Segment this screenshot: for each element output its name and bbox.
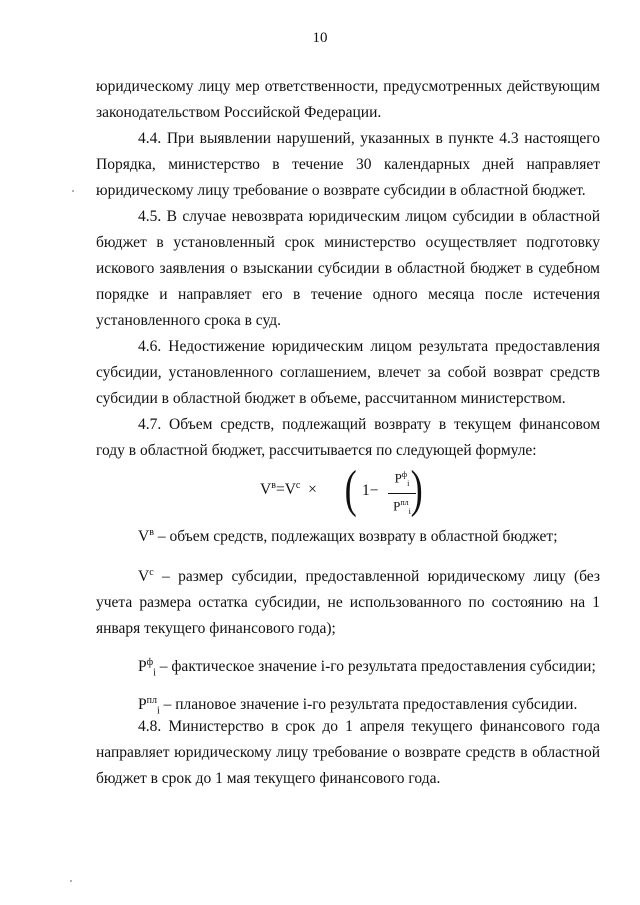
scan-speck <box>72 190 74 192</box>
definition-v-returned: $V^в$ – объем средств, подлежащих возврату в областной бюджет; <box>138 527 558 546</box>
paragraph-4-4: 4.4. При выявлении нарушений, указанных в пункте 4.3 настоящего Порядка, министерство в течение 30 календарных дней направляет юридическому лицу требование о возврате субсидии в областной бюджет. <box>96 130 600 199</box>
formula-left-paren: ( <box>344 461 357 518</box>
formula-numerator: $P^ф_i$ <box>388 466 416 494</box>
formula-denominator: $P^{пл}_i$ <box>393 497 411 516</box>
definition-p-planned: $P^{пл}_i$ – плановое значение i-го результата предоставления субсидии. <box>138 695 578 717</box>
paragraph-4-5: 4.5. В случае невозврата юридическим лицом субсидии в областной бюджет в установленный срок министерство осуществляет подготовку искового заявления о взыскании субсидии в областной бюджет в судебном порядке и направляет его в течение одного месяца после истечения установленного срока в суд. <box>96 208 600 329</box>
definition-p-actual: $P^ф_i$ – фактическое значение i-го результата предоставления субсидии; <box>138 657 596 679</box>
paragraph-4-6: 4.6. Недостижение юридическим лицом результата предоставления субсидии, установленного соглашением, влечет за собой возврат средств субсидии в областной бюджет в объеме, рассчитанном министерством. <box>96 338 600 407</box>
definition-v-subsidy: $V^с$ – размер субсидии, предоставленной юридическому лицу (без учета размера остатка субсидии, не использованного по состоянию на 1 января текущего финансового года); <box>96 567 600 638</box>
formula-right-paren: ) <box>410 461 423 518</box>
paragraph-4-7: 4.7. Объем средств, подлежащий возврату в текущем финансовом году в областной бюджет, рассчитывается по следующей формуле: <box>96 416 600 459</box>
scan-speck <box>70 880 72 882</box>
formula-one-minus: 1− <box>362 482 379 499</box>
formula-lhs: $V^в=V^с$ × <box>260 480 317 499</box>
formula <box>240 462 440 526</box>
paragraph-continuation: юридическому лицу мер ответственности, предусмотренных действующим законодательством Российской Федерации. <box>96 78 600 121</box>
paragraph-4-8: 4.8. Министерство в срок до 1 апреля текущего финансового года направляет юридическому лицу требование о возврате средств в областной бюджет в срок до 1 мая текущего финансового года. <box>96 718 600 787</box>
page-number: 10 <box>312 30 328 46</box>
